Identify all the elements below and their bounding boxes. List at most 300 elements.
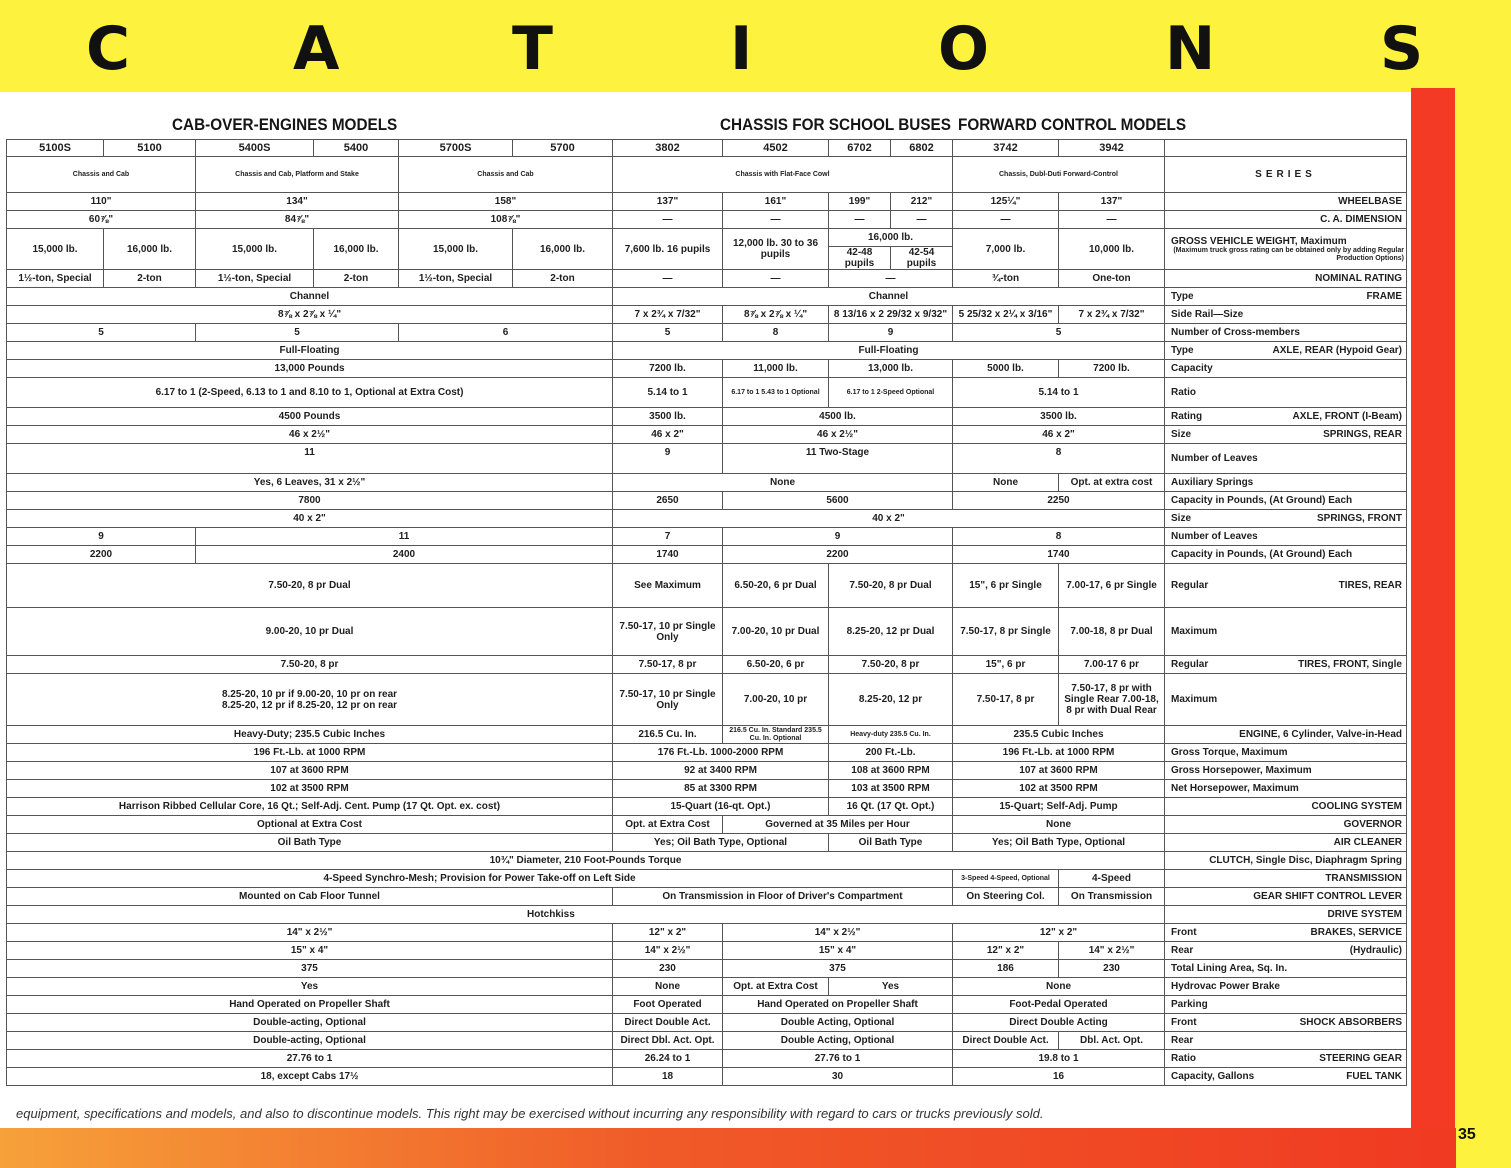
value-cell: 7,000 lb. bbox=[953, 229, 1059, 270]
row-label-text: Regular bbox=[1171, 580, 1209, 591]
value-cell: 7800 bbox=[7, 492, 613, 510]
value-cell: 2250 bbox=[953, 492, 1165, 510]
value-cell: 216.5 Cu. In. Standard 235.5 Cu. In. Optional bbox=[723, 726, 829, 744]
value-cell: 125¼" bbox=[953, 193, 1059, 211]
row-label-text: Maximum bbox=[1171, 626, 1218, 637]
value-cell: None bbox=[953, 816, 1165, 834]
row-label-text: Rear bbox=[1171, 945, 1194, 956]
model-cell: 5100 bbox=[104, 140, 196, 157]
model-cell: 6802 bbox=[891, 140, 953, 157]
value-cell: 7 bbox=[613, 528, 723, 546]
value-cell: 46 x 2½" bbox=[723, 426, 953, 444]
value-cell: 3500 lb. bbox=[953, 408, 1165, 426]
value-cell: 12" x 2" bbox=[613, 924, 723, 942]
value-cell: 42-54 pupils bbox=[891, 247, 953, 270]
row-label bbox=[1165, 924, 1407, 942]
table-row bbox=[7, 996, 1407, 1014]
row-label bbox=[1165, 378, 1407, 408]
table-row bbox=[7, 492, 1407, 510]
value-cell bbox=[7, 674, 613, 726]
value-cell: 12" x 2" bbox=[953, 924, 1165, 942]
value-cell: 11 bbox=[196, 528, 613, 546]
value-cell: 18 bbox=[613, 1068, 723, 1086]
row-label-text: Capacity in Pounds, (At Ground) Each bbox=[1171, 495, 1353, 506]
row-label-text: WHEELBASE bbox=[1338, 196, 1402, 207]
table-row bbox=[7, 656, 1407, 674]
table-row bbox=[7, 193, 1407, 211]
value-cell: 15,000 lb. bbox=[7, 229, 104, 270]
value-cell: 84⅞" bbox=[196, 211, 399, 229]
row-label-text: Auxiliary Springs bbox=[1171, 477, 1254, 488]
value-cell: 7,600 lb. 16 pupils bbox=[613, 229, 723, 270]
value-cell: 30 bbox=[723, 1068, 953, 1086]
value-cell: 1740 bbox=[953, 546, 1165, 564]
model-cell: 3742 bbox=[953, 140, 1059, 157]
row-label-text: Gross Torque, Maximum bbox=[1171, 747, 1288, 758]
value-cell: 5 bbox=[7, 324, 196, 342]
value-cell: 15,000 lb. bbox=[196, 229, 314, 270]
row-label-text: Ratio bbox=[1171, 387, 1196, 398]
table-row bbox=[7, 798, 1407, 816]
value-cell: 7.00-17, 6 pr Single bbox=[1059, 564, 1165, 608]
value-cell: 9 bbox=[829, 324, 953, 342]
value-cell: 42-48 pupils bbox=[829, 247, 891, 270]
value-cell: 27.76 to 1 bbox=[7, 1050, 613, 1068]
row-label-text: Type bbox=[1171, 345, 1194, 356]
section-title-school-bus: CHASSIS FOR SCHOOL BUSES bbox=[720, 115, 951, 134]
value-cell: Double-acting, Optional bbox=[7, 1014, 613, 1032]
table-row bbox=[7, 978, 1407, 996]
row-label bbox=[1165, 942, 1407, 960]
row-label bbox=[1165, 852, 1407, 870]
value-cell: 6 bbox=[399, 324, 613, 342]
row-label bbox=[1165, 1032, 1407, 1050]
row-label bbox=[1165, 978, 1407, 996]
value-cell: 7.50-20, 8 pr bbox=[7, 656, 613, 674]
table-row bbox=[7, 1050, 1407, 1068]
table-row bbox=[7, 744, 1407, 762]
value-cell: 8 13/16 x 2 29/32 x 9/32" bbox=[829, 306, 953, 324]
value-cell: Oil Bath Type bbox=[829, 834, 953, 852]
value-cell: — bbox=[829, 270, 953, 288]
value-cell: 5600 bbox=[723, 492, 953, 510]
value-cell: Opt. at extra cost bbox=[1059, 474, 1165, 492]
row-label-text: Number of Cross-members bbox=[1171, 327, 1300, 338]
value-cell: — bbox=[613, 270, 723, 288]
table-row bbox=[7, 288, 1407, 306]
row-label-text: C. A. DIMENSION bbox=[1320, 214, 1402, 225]
model-cell: 5700 bbox=[513, 140, 613, 157]
value-cell: Heavy-Duty; 235.5 Cubic Inches bbox=[7, 726, 613, 744]
value-cell: 3500 lb. bbox=[613, 408, 723, 426]
value-cell: 16,000 lb. bbox=[829, 229, 953, 247]
top-yellow-band bbox=[0, 0, 1511, 92]
table-row bbox=[7, 324, 1407, 342]
value-cell: 7.00-20, 10 pr Dual bbox=[723, 608, 829, 656]
value-cell: Opt. at Extra Cost bbox=[723, 978, 829, 996]
table-row bbox=[7, 888, 1407, 906]
value-cell: 15" x 4" bbox=[7, 942, 613, 960]
body-type-cell: Chassis with Flat-Face Cowl bbox=[613, 157, 953, 193]
value-cell: Double Acting, Optional bbox=[723, 1032, 953, 1050]
table-row bbox=[7, 211, 1407, 229]
value-cell: 14" x 2½" bbox=[613, 942, 723, 960]
row-label-text: Front bbox=[1171, 1017, 1197, 1028]
value-cell: 7.50-17, 8 pr Single bbox=[953, 608, 1059, 656]
value-cell: Channel bbox=[613, 288, 1165, 306]
value-cell: 1½-ton, Special bbox=[7, 270, 104, 288]
value-cell: 18, except Cabs 17½ bbox=[7, 1068, 613, 1086]
value-cell: None bbox=[613, 474, 953, 492]
row-label-text: Front bbox=[1171, 927, 1197, 938]
row-label-group: TIRES, FRONT, Single bbox=[1298, 659, 1402, 670]
table-row bbox=[7, 906, 1407, 924]
value-cell: Direct Double Act. bbox=[953, 1032, 1059, 1050]
value-cell: 16,000 lb. bbox=[104, 229, 196, 270]
value-cell: 46 x 2" bbox=[953, 426, 1165, 444]
value-cell: Yes bbox=[7, 978, 613, 996]
row-label-text: Rating bbox=[1171, 411, 1203, 422]
value-cell: Direct Dbl. Act. Opt. bbox=[613, 1032, 723, 1050]
row-label bbox=[1165, 492, 1407, 510]
value-cell: 2400 bbox=[196, 546, 613, 564]
value-cell: 8⅞ x 2⅞ x ¼" bbox=[723, 306, 829, 324]
value-cell: — bbox=[891, 211, 953, 229]
table-row bbox=[7, 408, 1407, 426]
value-cell: 8.25-20, 12 pr Dual bbox=[829, 608, 953, 656]
value-cell: On Transmission in Floor of Driver's Compartment bbox=[613, 888, 953, 906]
row-label-text: Rear bbox=[1171, 1035, 1194, 1046]
value-cell: 7.50-17, 8 pr bbox=[613, 656, 723, 674]
value-cell: One-ton bbox=[1059, 270, 1165, 288]
value-cell: 200 Ft.-Lb. bbox=[829, 744, 953, 762]
row-label-group: TIRES, REAR bbox=[1338, 580, 1402, 591]
row-label-text: Size bbox=[1171, 513, 1192, 524]
model-cell: 5100S bbox=[7, 140, 104, 157]
row-label-text: Number of Leaves bbox=[1171, 453, 1258, 464]
value-cell: 4-Speed bbox=[1059, 870, 1165, 888]
value-cell: 8 bbox=[723, 324, 829, 342]
row-label-group: COOLING SYSTEM bbox=[1311, 801, 1402, 812]
value-cell: 14" x 2½" bbox=[723, 924, 953, 942]
table-row bbox=[7, 942, 1407, 960]
value-cell: 176 Ft.-Lb. 1000-2000 RPM bbox=[613, 744, 829, 762]
row-label: SERIES bbox=[1165, 157, 1407, 193]
row-label-group: DRIVE SYSTEM bbox=[1327, 909, 1402, 920]
row-label-group: GEAR SHIFT CONTROL LEVER bbox=[1253, 891, 1402, 902]
value-cell: 15" x 4" bbox=[723, 942, 953, 960]
value-cell: 1½-ton, Special bbox=[399, 270, 513, 288]
value-cell: 8 bbox=[953, 528, 1165, 546]
row-label-text: Net Horsepower, Maximum bbox=[1171, 783, 1299, 794]
value-cell: 7.50-17, 10 pr Single Only bbox=[613, 608, 723, 656]
page-number: 35 bbox=[1458, 1126, 1476, 1143]
specifications-table bbox=[6, 139, 1407, 1086]
value-cell: 85 at 3300 RPM bbox=[613, 780, 829, 798]
banner-letter: O bbox=[938, 14, 990, 84]
value-cell: Yes; Oil Bath Type, Optional bbox=[613, 834, 829, 852]
value-cell: 199" bbox=[829, 193, 891, 211]
value-cell: 4500 lb. bbox=[723, 408, 953, 426]
value-cell: 26.24 to 1 bbox=[613, 1050, 723, 1068]
value-cell: 11 Two-Stage bbox=[723, 444, 953, 474]
table-row bbox=[7, 1032, 1407, 1050]
row-label-group: AXLE, FRONT (I-Beam) bbox=[1292, 411, 1402, 422]
row-label-text: Capacity, Gallons bbox=[1171, 1071, 1255, 1082]
value-cell: 6.17 to 1 2-Speed Optional bbox=[829, 378, 953, 408]
table-row bbox=[7, 306, 1407, 324]
value-cell: 9 bbox=[7, 528, 196, 546]
value-cell: Full-Floating bbox=[613, 342, 1165, 360]
value-cell: 14" x 2½" bbox=[1059, 942, 1165, 960]
body-type-cell: Chassis and Cab bbox=[7, 157, 196, 193]
row-label-group: BRAKES, SERVICE bbox=[1310, 927, 1402, 938]
row-label bbox=[1165, 211, 1407, 229]
body-type-cell: Chassis and Cab bbox=[399, 157, 613, 193]
value-cell: 15-Quart; Self-Adj. Pump bbox=[953, 798, 1165, 816]
table-row bbox=[7, 608, 1407, 656]
value-cell: 137" bbox=[613, 193, 723, 211]
value-cell: 5.14 to 1 bbox=[953, 378, 1165, 408]
value-cell: Governed at 35 Miles per Hour bbox=[723, 816, 953, 834]
value-cell: 12,000 lb. 30 to 36 pupils bbox=[723, 229, 829, 270]
row-label bbox=[1165, 762, 1407, 780]
value-cell: 102 at 3500 RPM bbox=[7, 780, 613, 798]
row-label bbox=[1165, 270, 1407, 288]
value-cell: 7.00-17 6 pr bbox=[1059, 656, 1165, 674]
value-cell: 107 at 3600 RPM bbox=[953, 762, 1165, 780]
value-cell: 14" x 2½" bbox=[7, 924, 613, 942]
model-cell: 6702 bbox=[829, 140, 891, 157]
row-label-text: Regular bbox=[1171, 659, 1209, 670]
value-cell: Dbl. Act. Opt. bbox=[1059, 1032, 1165, 1050]
value-cell: 13,000 lb. bbox=[829, 360, 953, 378]
value-cell: — bbox=[829, 211, 891, 229]
banner-letter: T bbox=[512, 14, 553, 84]
row-label-group: SHOCK ABSORBERS bbox=[1299, 1017, 1402, 1028]
row-label bbox=[1165, 1068, 1407, 1086]
value-cell: On Steering Col. bbox=[953, 888, 1059, 906]
table-row bbox=[7, 474, 1407, 492]
row-label bbox=[1165, 906, 1407, 924]
row-label bbox=[1165, 229, 1407, 270]
value-cell: Double-acting, Optional bbox=[7, 1032, 613, 1050]
row-label bbox=[1165, 324, 1407, 342]
row-label bbox=[1165, 726, 1407, 744]
value-cell: 40 x 2" bbox=[613, 510, 1165, 528]
table-row bbox=[7, 426, 1407, 444]
table-row bbox=[7, 726, 1407, 744]
value-cell: Oil Bath Type bbox=[7, 834, 613, 852]
table-row bbox=[7, 960, 1407, 978]
value-cell: 11,000 lb. bbox=[723, 360, 829, 378]
row-label-text: Ratio bbox=[1171, 1053, 1196, 1064]
value-cell: 7.50-17, 10 pr Single Only bbox=[613, 674, 723, 726]
row-label-group: SPRINGS, FRONT bbox=[1316, 513, 1402, 524]
row-label bbox=[1165, 444, 1407, 474]
value-cell: 216.5 Cu. In. bbox=[613, 726, 723, 744]
row-label-group: (Hydraulic) bbox=[1349, 945, 1402, 956]
value-line: 8.25-20, 12 pr if 8.25-20, 12 pr on rear bbox=[221, 699, 398, 711]
row-label bbox=[1165, 193, 1407, 211]
value-cell: Foot Operated bbox=[613, 996, 723, 1014]
table-row bbox=[7, 444, 1407, 474]
row-label-group: STEERING GEAR bbox=[1319, 1053, 1402, 1064]
footer-disclaimer: equipment, specifications and models, and also to discontinue models. This right may be exercised without incurring any responsibility with regard to cars or trucks previously sold. bbox=[16, 1106, 1044, 1121]
value-cell: 230 bbox=[1059, 960, 1165, 978]
banner-letter: C bbox=[86, 14, 131, 84]
value-cell: 16,000 lb. bbox=[314, 229, 399, 270]
table-row bbox=[7, 157, 1407, 193]
row-label-group: SPRINGS, REAR bbox=[1323, 429, 1402, 440]
row-label-text: Size bbox=[1171, 429, 1192, 440]
value-cell: 16 bbox=[953, 1068, 1165, 1086]
value-cell: 46 x 2½" bbox=[7, 426, 613, 444]
value-cell: 16,000 lb. bbox=[513, 229, 613, 270]
value-cell: 108 at 3600 RPM bbox=[829, 762, 953, 780]
row-label bbox=[1165, 798, 1407, 816]
table-row bbox=[7, 270, 1407, 288]
table-row bbox=[7, 674, 1407, 726]
row-label bbox=[1165, 510, 1407, 528]
value-cell: 186 bbox=[953, 960, 1059, 978]
table-row bbox=[7, 510, 1407, 528]
row-label-text: Number of Leaves bbox=[1171, 531, 1258, 542]
row-label-group: GOVERNOR bbox=[1343, 819, 1402, 830]
value-cell: Full-Floating bbox=[7, 342, 613, 360]
table-row bbox=[7, 564, 1407, 608]
value-cell: None bbox=[953, 978, 1165, 996]
value-cell: 92 at 3400 RPM bbox=[613, 762, 829, 780]
row-label-text: Maximum bbox=[1171, 694, 1218, 705]
row-label bbox=[1165, 1014, 1407, 1032]
row-label-group: FRAME bbox=[1366, 291, 1402, 302]
value-cell: 15", 6 pr Single bbox=[953, 564, 1059, 608]
value-cell: — bbox=[723, 270, 829, 288]
value-cell: Direct Double Acting bbox=[953, 1014, 1165, 1032]
row-label bbox=[1165, 360, 1407, 378]
value-cell: 196 Ft.-Lb. at 1000 RPM bbox=[953, 744, 1165, 762]
value-cell: 15,000 lb. bbox=[399, 229, 513, 270]
value-cell: 27.76 to 1 bbox=[723, 1050, 953, 1068]
value-cell: Mounted on Cab Floor Tunnel bbox=[7, 888, 613, 906]
table-row bbox=[7, 924, 1407, 942]
row-label-group: TRANSMISSION bbox=[1325, 873, 1402, 884]
row-label-text: GROSS VEHICLE WEIGHT, Maximum bbox=[1171, 235, 1347, 247]
model-cell: 3802 bbox=[613, 140, 723, 157]
value-cell: 2-ton bbox=[314, 270, 399, 288]
value-cell: 46 x 2" bbox=[613, 426, 723, 444]
row-label-text: Gross Horsepower, Maximum bbox=[1171, 765, 1312, 776]
row-label-group: FUEL TANK bbox=[1346, 1071, 1402, 1082]
row-label bbox=[1165, 608, 1407, 656]
value-cell: ¾-ton bbox=[953, 270, 1059, 288]
value-cell: Yes; Oil Bath Type, Optional bbox=[953, 834, 1165, 852]
value-cell: 212" bbox=[891, 193, 953, 211]
value-cell: 7.50-20, 8 pr Dual bbox=[829, 564, 953, 608]
row-label-text: NOMINAL RATING bbox=[1315, 273, 1402, 284]
value-cell: 15-Quart (16-qt. Opt.) bbox=[613, 798, 829, 816]
row-label bbox=[1165, 780, 1407, 798]
value-cell: 375 bbox=[7, 960, 613, 978]
value-cell: None bbox=[953, 474, 1059, 492]
value-cell: 5 bbox=[196, 324, 399, 342]
row-label-text: Capacity bbox=[1171, 363, 1213, 374]
row-label bbox=[1165, 888, 1407, 906]
row-label bbox=[1165, 816, 1407, 834]
value-cell: 9.00-20, 10 pr Dual bbox=[7, 608, 613, 656]
value-cell: 16 Qt. (17 Qt. Opt.) bbox=[829, 798, 953, 816]
value-cell: 108⅞" bbox=[399, 211, 613, 229]
value-cell: Heavy-duty 235.5 Cu. In. bbox=[829, 726, 953, 744]
value-cell: 10,000 lb. bbox=[1059, 229, 1165, 270]
row-label-group: ENGINE, 6 Cylinder, Valve-in-Head bbox=[1239, 729, 1402, 740]
value-cell: — bbox=[613, 211, 723, 229]
model-cell: 5400S bbox=[196, 140, 314, 157]
value-cell: 7.50-20, 8 pr bbox=[829, 656, 953, 674]
model-cell: 5400 bbox=[314, 140, 399, 157]
row-label-group: AXLE, REAR (Hypoid Gear) bbox=[1272, 345, 1402, 356]
table-row bbox=[7, 1068, 1407, 1086]
row-label bbox=[1165, 342, 1407, 360]
row-label bbox=[1165, 564, 1407, 608]
model-cell: 5700S bbox=[399, 140, 513, 157]
row-label-text: Total Lining Area, Sq. In. bbox=[1171, 963, 1288, 974]
value-cell: 7200 lb. bbox=[613, 360, 723, 378]
value-cell: See Maximum bbox=[613, 564, 723, 608]
value-cell: Optional at Extra Cost bbox=[7, 816, 613, 834]
value-cell: Direct Double Act. bbox=[613, 1014, 723, 1032]
value-cell: 6.17 to 1 5.43 to 1 Optional bbox=[723, 378, 829, 408]
yellow-right-margin bbox=[1455, 88, 1511, 1168]
section-title-forward-control: FORWARD CONTROL MODELS bbox=[958, 115, 1187, 134]
value-cell: On Transmission bbox=[1059, 888, 1165, 906]
table-row bbox=[7, 762, 1407, 780]
row-label-group: CLUTCH, Single Disc, Diaphragm Spring bbox=[1209, 855, 1402, 866]
value-cell: 11 bbox=[7, 444, 613, 474]
value-cell: 6.50-20, 6 pr Dual bbox=[723, 564, 829, 608]
value-cell: 7.00-18, 8 pr Dual bbox=[1059, 608, 1165, 656]
value-cell: Foot-Pedal Operated bbox=[953, 996, 1165, 1014]
bottom-red-band bbox=[0, 1128, 1456, 1168]
value-cell: — bbox=[953, 211, 1059, 229]
table-row bbox=[7, 870, 1407, 888]
value-cell: 7.00-20, 10 pr bbox=[723, 674, 829, 726]
value-cell: 102 at 3500 RPM bbox=[953, 780, 1165, 798]
value-cell: 2200 bbox=[7, 546, 196, 564]
value-cell: 4-Speed Synchro-Mesh; Provision for Power Take-off on Left Side bbox=[7, 870, 953, 888]
value-cell: 5.14 to 1 bbox=[613, 378, 723, 408]
value-cell: 9 bbox=[613, 444, 723, 474]
value-cell: 235.5 Cubic Inches bbox=[953, 726, 1165, 744]
row-label bbox=[1165, 426, 1407, 444]
value-cell: 6.50-20, 6 pr bbox=[723, 656, 829, 674]
row-label bbox=[1165, 474, 1407, 492]
red-side-stripe bbox=[1411, 88, 1455, 1128]
value-cell: Opt. at Extra Cost bbox=[613, 816, 723, 834]
body-type-cell: Chassis, Dubl-Duti Forward-Control bbox=[953, 157, 1165, 193]
value-cell: 19.8 to 1 bbox=[953, 1050, 1165, 1068]
value-cell: Yes bbox=[829, 978, 953, 996]
model-cell: 3942 bbox=[1059, 140, 1165, 157]
table-row bbox=[7, 780, 1407, 798]
value-cell: 137" bbox=[1059, 193, 1165, 211]
value-cell: 7 x 2¾ x 7/32" bbox=[1059, 306, 1165, 324]
value-cell: 8.25-20, 12 pr bbox=[829, 674, 953, 726]
value-cell: 8⅞ x 2⅞ x ¼" bbox=[7, 306, 613, 324]
table-row bbox=[7, 378, 1407, 408]
value-cell: 10¾" Diameter, 210 Foot-Pounds Torque bbox=[7, 852, 1165, 870]
